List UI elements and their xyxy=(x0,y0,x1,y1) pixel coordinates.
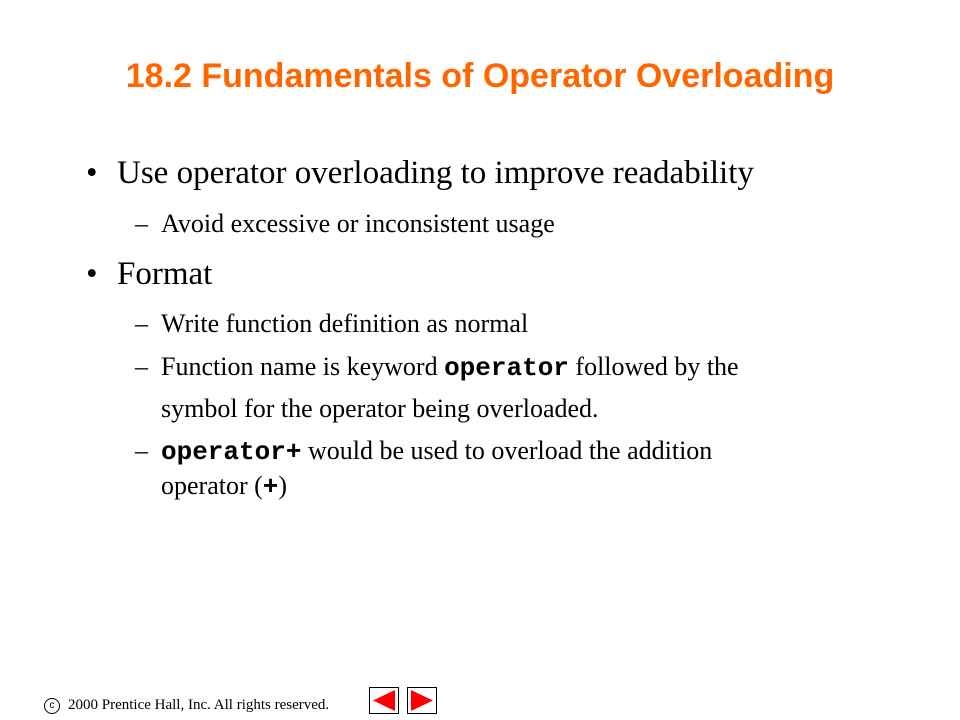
sub-bullet-continuation xyxy=(161,469,287,504)
sub-bullet-marker: – xyxy=(135,436,148,465)
sub-bullet-marker: – xyxy=(135,352,148,381)
bullet-text: Use operator overloading to improve readability xyxy=(117,155,754,191)
sub-bullet-text: Function name is keyword xyxy=(161,352,445,381)
footer-copyright xyxy=(44,695,329,715)
sub-bullet-text: ) xyxy=(278,471,288,500)
sub-bullet-marker: – xyxy=(135,209,148,238)
code-keyword: operator xyxy=(444,353,569,383)
sub-bullet-text: Write function definition as normal xyxy=(161,309,529,338)
sub-bullet-line xyxy=(161,350,739,385)
slide-title: 18.2 Fundamentals of Operator Overloading xyxy=(125,57,835,95)
bullet-marker: • xyxy=(86,155,98,191)
copyright-icon: c xyxy=(44,698,60,714)
previous-slide-button[interactable] xyxy=(369,687,399,714)
sub-bullet-text: would be used to overload the addition xyxy=(301,436,713,465)
bullet-marker: • xyxy=(86,256,98,292)
sub-bullet-text: followed by the xyxy=(568,352,739,381)
sub-bullet-text: Avoid excessive or inconsistent usage xyxy=(161,209,555,238)
code-keyword: operator+ xyxy=(161,437,302,467)
sub-bullet-text: operator ( xyxy=(161,471,263,500)
next-slide-button[interactable] xyxy=(407,687,437,714)
bullet-text: Format xyxy=(117,256,213,292)
sub-bullet-marker: – xyxy=(135,309,148,338)
footer-text: 2000 Prentice Hall, Inc. All rights reserved. xyxy=(68,697,330,713)
code-symbol: + xyxy=(262,472,279,502)
sub-bullet-line xyxy=(161,434,712,469)
sub-bullet-continuation: symbol for the operator being overloaded. xyxy=(161,394,599,423)
